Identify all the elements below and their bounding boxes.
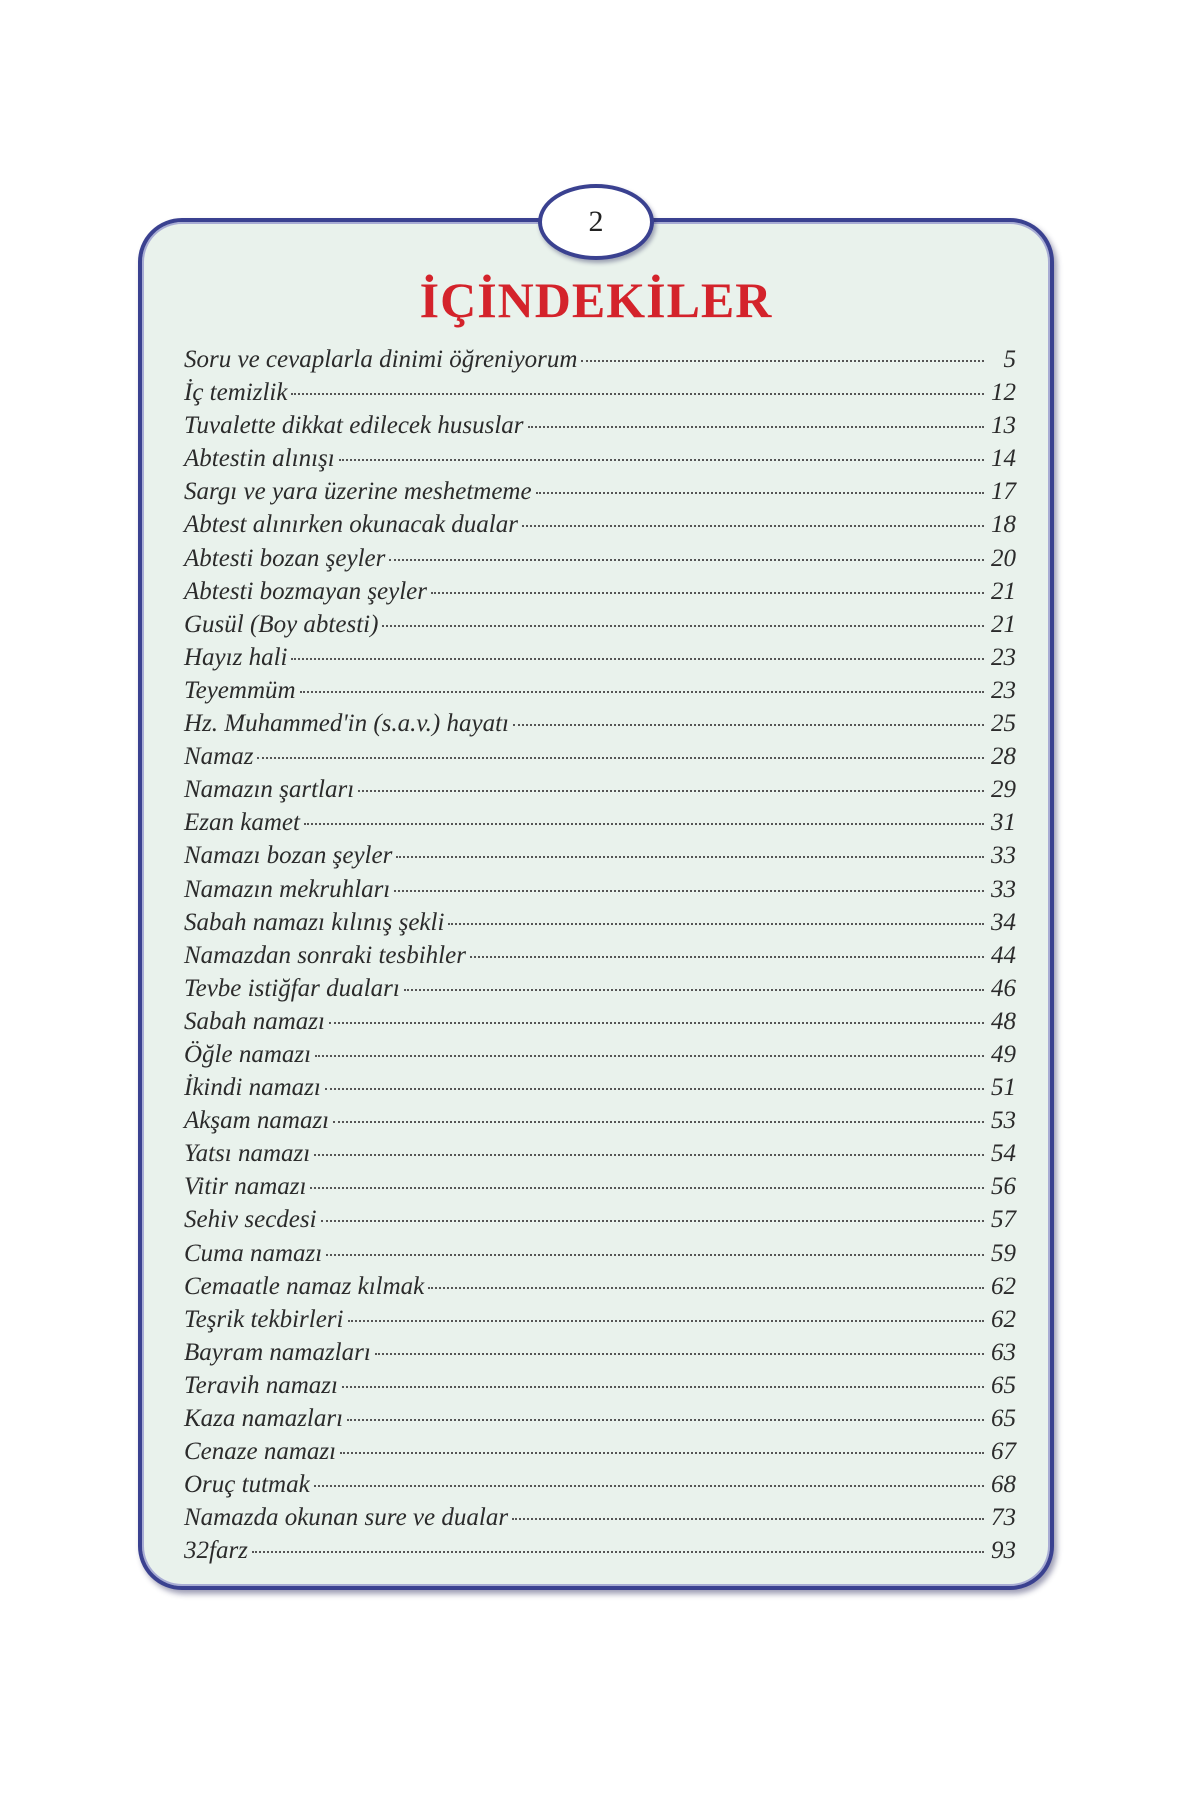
dot-leader bbox=[513, 724, 984, 726]
contents-entry bbox=[184, 809, 1016, 842]
dot-leader bbox=[428, 1287, 984, 1289]
entry-page-number: 5 bbox=[1003, 346, 1016, 373]
dot-leader bbox=[339, 459, 984, 461]
entry-page-number: 17 bbox=[991, 478, 1016, 506]
contents-list bbox=[184, 346, 1016, 1570]
entry-page-number: 46 bbox=[991, 974, 1016, 1002]
entry-page-number: 51 bbox=[991, 1074, 1016, 1102]
dot-leader bbox=[291, 393, 984, 395]
contents-entry bbox=[184, 1140, 1016, 1173]
entry-label: Hz. Muhammed'in (s.a.v.) hayatı bbox=[184, 710, 509, 738]
contents-entry bbox=[184, 975, 1016, 1008]
contents-entry bbox=[184, 578, 1016, 611]
contents-entry bbox=[184, 942, 1016, 975]
contents-entry bbox=[184, 743, 1016, 776]
dot-leader bbox=[340, 1452, 984, 1454]
entry-label: Gusül (Boy abtesti) bbox=[184, 610, 379, 638]
entry-page-number: 73 bbox=[991, 1504, 1016, 1532]
entry-label: Namazdan sonraki tesbihler bbox=[184, 941, 466, 969]
contents-entry bbox=[184, 1206, 1016, 1239]
entry-page-number: 62 bbox=[991, 1305, 1016, 1333]
entry-page-number: 13 bbox=[991, 412, 1016, 440]
entry-label: Abtesti bozmayan şeyler bbox=[184, 577, 428, 605]
entry-label: Sargı ve yara üzerine meshetmeme bbox=[184, 478, 532, 506]
contents-entry bbox=[184, 379, 1016, 412]
entry-label: Cemaatle namaz kılmak bbox=[184, 1272, 425, 1300]
entry-label: Cenaze namazı bbox=[184, 1438, 337, 1466]
entry-page-number: 68 bbox=[991, 1471, 1016, 1499]
page-number-badge bbox=[538, 184, 654, 260]
contents-title: İÇİNDEKİLER bbox=[419, 272, 773, 328]
dot-leader bbox=[342, 1386, 984, 1388]
entry-label: 32farz bbox=[184, 1537, 248, 1565]
dot-leader bbox=[333, 1121, 984, 1123]
entry-label: Vitir namazı bbox=[184, 1173, 307, 1201]
entry-page-number: 65 bbox=[991, 1371, 1016, 1399]
entry-label: Abtest alınırken okunacak dualar bbox=[184, 511, 518, 539]
contents-entry bbox=[184, 1372, 1016, 1405]
page-number: 2 bbox=[588, 205, 604, 238]
dot-leader bbox=[512, 1518, 984, 1520]
contents-entry bbox=[184, 1537, 1016, 1570]
entry-page-number: 34 bbox=[991, 908, 1016, 936]
entry-page-number: 44 bbox=[991, 941, 1016, 969]
entry-label: Oruç tutmak bbox=[184, 1471, 310, 1499]
entry-label: Sabah namazı bbox=[184, 1007, 325, 1035]
entry-label: Akşam namazı bbox=[184, 1107, 330, 1135]
entry-page-number: 33 bbox=[991, 875, 1016, 903]
entry-label: Bayram namazları bbox=[184, 1338, 371, 1366]
entry-page-number: 59 bbox=[991, 1239, 1016, 1267]
entry-label: Namaz bbox=[184, 743, 254, 771]
entry-label: Sehiv secdesi bbox=[184, 1206, 317, 1234]
contents-entry bbox=[184, 710, 1016, 743]
dot-leader bbox=[394, 890, 984, 892]
contents-entry bbox=[184, 1008, 1016, 1041]
entry-label: Kaza namazları bbox=[184, 1405, 344, 1432]
dot-leader bbox=[310, 1187, 984, 1189]
dot-leader bbox=[536, 492, 984, 494]
entry-page-number: 21 bbox=[991, 577, 1016, 605]
entry-page-number: 23 bbox=[991, 643, 1016, 671]
contents-entry bbox=[184, 545, 1016, 578]
entry-page-number: 21 bbox=[991, 610, 1016, 638]
dot-leader bbox=[314, 1485, 984, 1487]
dot-leader bbox=[581, 360, 984, 362]
dot-leader bbox=[396, 856, 984, 858]
dot-leader bbox=[389, 559, 984, 561]
entry-label: Yatsı namazı bbox=[184, 1140, 311, 1168]
entry-label: Abtesti bozan şeyler bbox=[184, 544, 386, 572]
entry-page-number: 14 bbox=[991, 445, 1016, 473]
entry-page-number: 48 bbox=[991, 1007, 1016, 1035]
entry-label: Namazın mekruhları bbox=[184, 875, 391, 903]
contents-entry bbox=[184, 909, 1016, 942]
contents-entry bbox=[184, 1405, 1016, 1438]
entry-page-number: 57 bbox=[991, 1206, 1016, 1234]
dot-leader bbox=[329, 1022, 984, 1024]
contents-entry bbox=[184, 1107, 1016, 1140]
dot-leader bbox=[347, 1419, 984, 1421]
entry-page-number: 63 bbox=[991, 1338, 1016, 1366]
entry-page-number: 28 bbox=[991, 743, 1016, 771]
dot-leader bbox=[382, 625, 984, 627]
entry-page-number: 18 bbox=[991, 511, 1016, 539]
entry-page-number: 25 bbox=[991, 710, 1016, 738]
entry-label: Soru ve cevaplarla dinimi öğreniyorum bbox=[184, 346, 578, 373]
dot-leader bbox=[470, 956, 984, 958]
dot-leader bbox=[348, 1320, 985, 1322]
entry-page-number: 53 bbox=[991, 1107, 1016, 1135]
contents-entry bbox=[184, 876, 1016, 909]
dot-leader bbox=[325, 1088, 984, 1090]
contents-entry bbox=[184, 1273, 1016, 1306]
dot-leader bbox=[522, 525, 984, 527]
contents-entry bbox=[184, 511, 1016, 544]
entry-page-number: 33 bbox=[991, 842, 1016, 870]
contents-entry bbox=[184, 445, 1016, 478]
dot-leader bbox=[404, 989, 984, 991]
entry-page-number: 31 bbox=[991, 809, 1016, 837]
contents-entry bbox=[184, 1471, 1016, 1504]
entry-label: Teravih namazı bbox=[184, 1371, 338, 1399]
entry-page-number: 23 bbox=[991, 676, 1016, 704]
entry-label: Namazda okunan sure ve dualar bbox=[184, 1504, 509, 1532]
entry-page-number: 67 bbox=[991, 1438, 1016, 1466]
entry-page-number: 62 bbox=[991, 1272, 1016, 1300]
contents-entry bbox=[184, 478, 1016, 511]
dot-leader bbox=[315, 1055, 984, 1057]
contents-entry bbox=[184, 776, 1016, 809]
contents-entry bbox=[184, 346, 1016, 379]
entry-label: İç temizlik bbox=[184, 379, 288, 407]
dot-leader bbox=[321, 1220, 984, 1222]
dot-leader bbox=[448, 923, 984, 925]
entry-label: Teşrik tekbirleri bbox=[184, 1305, 344, 1333]
contents-entry bbox=[184, 1041, 1016, 1074]
dot-leader bbox=[314, 1154, 984, 1156]
contents-entry bbox=[184, 677, 1016, 710]
contents-entry bbox=[184, 412, 1016, 445]
entry-page-number: 65 bbox=[991, 1405, 1016, 1432]
contents-entry bbox=[184, 611, 1016, 644]
contents-entry bbox=[184, 1173, 1016, 1206]
entry-label: Abtestin alınışı bbox=[184, 445, 335, 473]
dot-leader bbox=[528, 426, 985, 428]
contents-entry bbox=[184, 842, 1016, 875]
entry-page-number: 49 bbox=[991, 1040, 1016, 1068]
entry-label: Namazın şartları bbox=[184, 776, 355, 804]
entry-label: Teyemmüm bbox=[184, 676, 296, 704]
dot-leader bbox=[300, 691, 984, 693]
dot-leader bbox=[358, 790, 984, 792]
contents-entry bbox=[184, 1438, 1016, 1471]
dot-leader bbox=[252, 1551, 984, 1553]
contents-entry bbox=[184, 644, 1016, 677]
dot-leader bbox=[257, 757, 984, 759]
contents-entry bbox=[184, 1339, 1016, 1372]
entry-page-number: 29 bbox=[991, 776, 1016, 804]
dot-leader bbox=[291, 658, 984, 660]
contents-entry bbox=[184, 1306, 1016, 1339]
contents-entry bbox=[184, 1240, 1016, 1273]
dot-leader bbox=[326, 1254, 984, 1256]
dot-leader bbox=[304, 823, 984, 825]
entry-label: Öğle namazı bbox=[184, 1040, 312, 1068]
entry-page-number: 12 bbox=[991, 379, 1016, 407]
entry-label: Namazı bozan şeyler bbox=[184, 842, 393, 870]
entry-label: Sabah namazı kılınış şekli bbox=[184, 908, 445, 936]
entry-label: Hayız hali bbox=[184, 643, 288, 671]
entry-page-number: 56 bbox=[991, 1173, 1016, 1201]
entry-label: Tuvalette dikkat edilecek hususlar bbox=[184, 412, 524, 440]
entry-label: Cuma namazı bbox=[184, 1239, 323, 1267]
contents-entry bbox=[184, 1504, 1016, 1537]
dot-leader bbox=[431, 592, 984, 594]
entry-label: Tevbe istiğfar duaları bbox=[184, 974, 400, 1002]
entry-label: İkindi namazı bbox=[184, 1074, 321, 1102]
entry-page-number: 93 bbox=[991, 1537, 1016, 1565]
entry-page-number: 20 bbox=[991, 544, 1016, 572]
entry-label: Ezan kamet bbox=[184, 809, 300, 837]
entry-page-number: 54 bbox=[991, 1140, 1016, 1168]
dot-leader bbox=[375, 1353, 984, 1355]
contents-entry bbox=[184, 1074, 1016, 1107]
